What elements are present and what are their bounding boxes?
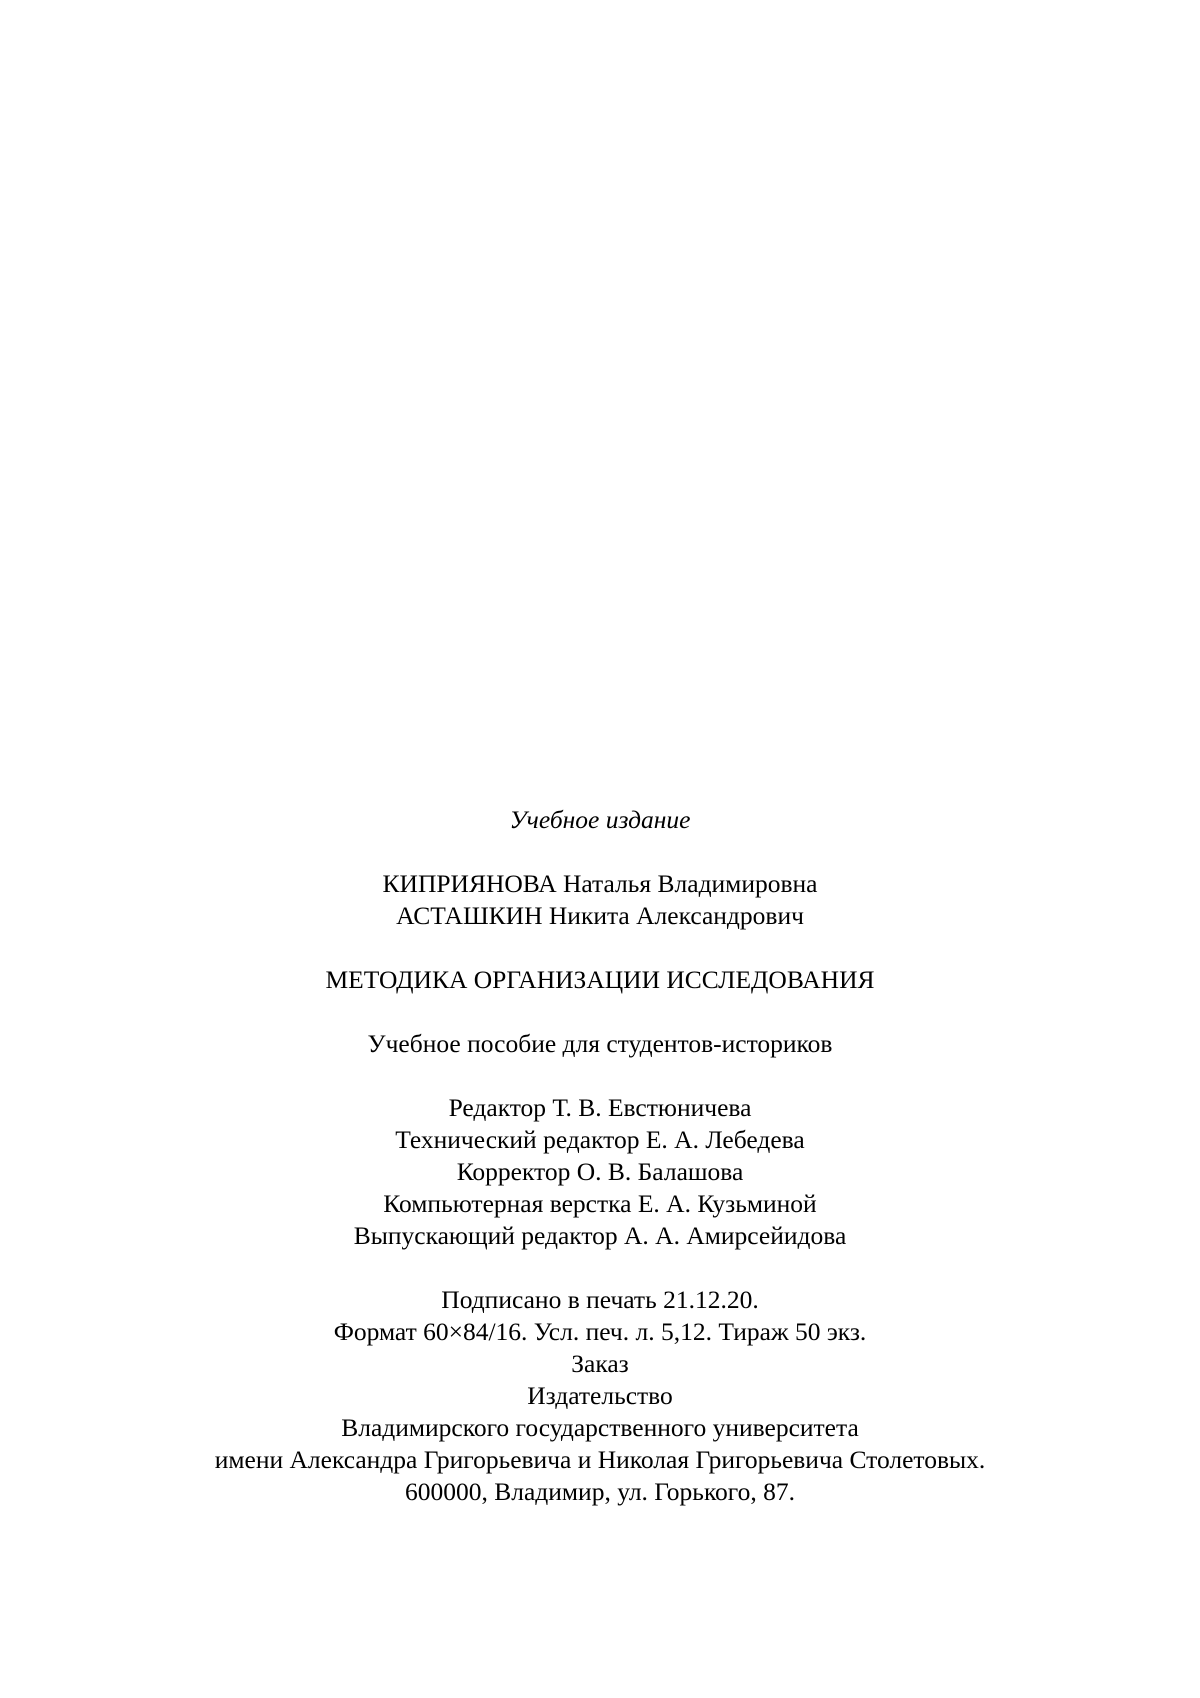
staff-proofreader: Корректор О. В. Балашова xyxy=(456,1157,744,1186)
book-subtitle: Учебное пособие для студентов-историков xyxy=(367,1029,833,1058)
author-name: КИПРИЯНОВА Наталья Владимировна xyxy=(382,869,818,898)
authors-block xyxy=(0,868,1200,932)
staff-technical-editor: Технический редактор Е. А. Лебедева xyxy=(395,1125,805,1154)
edition-type: Учебное издание xyxy=(509,805,691,834)
print-format: Формат 60×84/16. Усл. печ. л. 5,12. Тираж 50 экз. xyxy=(333,1317,867,1346)
staff-editor: Редактор Т. В. Евстюничева xyxy=(448,1093,752,1122)
colophon xyxy=(0,804,1200,1508)
print-info-block xyxy=(0,1284,1200,1508)
signed-for-print: Подписано в печать 21.12.20. xyxy=(441,1285,759,1314)
publisher-name: Владимирского государственного университета xyxy=(341,1413,859,1442)
title-block xyxy=(0,964,1200,996)
editorial-staff-block xyxy=(0,1092,1200,1252)
staff-layout: Компьютерная верстка Е. А. Кузьминой xyxy=(383,1189,817,1218)
publisher-address: 600000, Владимир, ул. Горького, 87. xyxy=(405,1477,795,1506)
book-title: МЕТОДИКА ОРГАНИЗАЦИИ ИССЛЕДОВАНИЯ xyxy=(325,965,875,994)
staff-release-editor: Выпускающий редактор А. А. Амирсейидова xyxy=(353,1221,847,1250)
publisher-name-cont: имени Александра Григорьевича и Николая Григорьевича Столетовых. xyxy=(214,1445,986,1474)
order-label: Заказ xyxy=(571,1349,629,1378)
subtitle-block xyxy=(0,1028,1200,1060)
publisher-label: Издательство xyxy=(527,1381,673,1410)
edition-type-block xyxy=(0,804,1200,836)
author-name: АСТАШКИН Никита Александрович xyxy=(396,901,804,930)
